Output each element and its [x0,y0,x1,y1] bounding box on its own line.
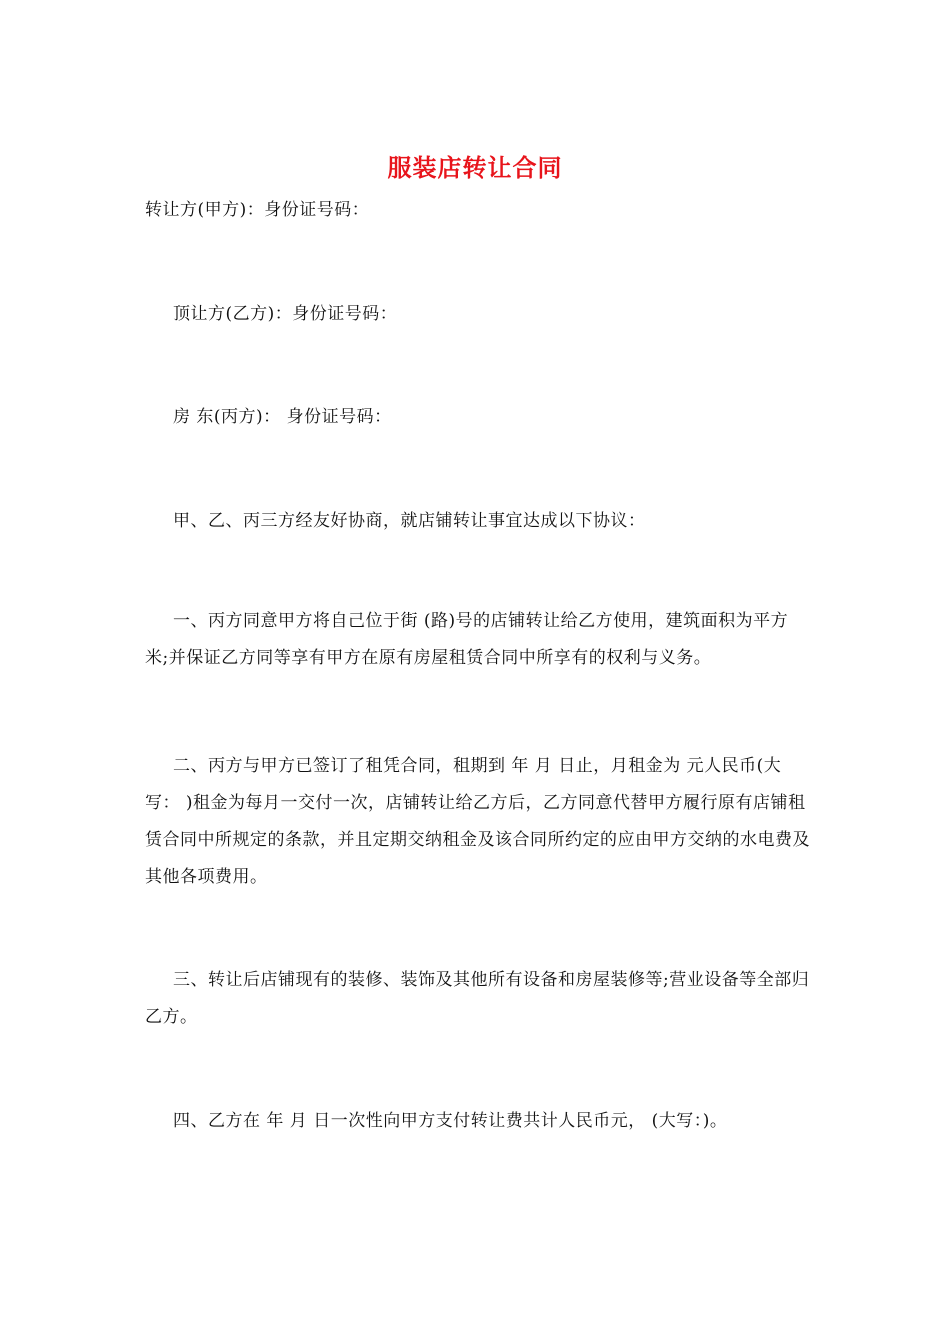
clause-3-paragraph: 三、转让后店铺现有的装修、装饰及其他所有设备和房屋装修等;营业设备等全部归乙方。 [145,970,810,1027]
document-title: 服装店转让合同 [387,153,563,182]
clause-1-paragraph: 一、丙方同意甲方将自己位于街 (路)号的店铺转让给乙方使用，建筑面积为平方米;并保证乙方同等享有甲方在原有房屋租赁合同中所享有的权利与义务。 [145,611,789,668]
clause-4-paragraph: 四、乙方在 年 月 日一次性向甲方支付转让费共计人民币元， (大写：)。 [173,1111,728,1131]
clause-2-paragraph: 二、丙方与甲方已签订了租凭合同，租期到 年 月 日止，月租金为 元人民币(大写： )租金为每月一交付一次，店铺转让给乙方后，乙方同意代替甲方履行原有店铺租赁合同中所规定的条款，并且定期交纳租金及该合同所约定的应由甲方交纳的水电费及其他各项费用。 [145,756,810,887]
party-a-line: 转让方(甲方)：身份证号码： [145,200,370,220]
party-c-line: 房 东(丙方)： 身份证号码： [173,407,392,427]
intro-paragraph: 甲、乙、丙三方经友好协商，就店铺转让事宜达成以下协议： [173,511,646,531]
party-b-line: 顶让方(乙方)：身份证号码： [173,304,398,324]
